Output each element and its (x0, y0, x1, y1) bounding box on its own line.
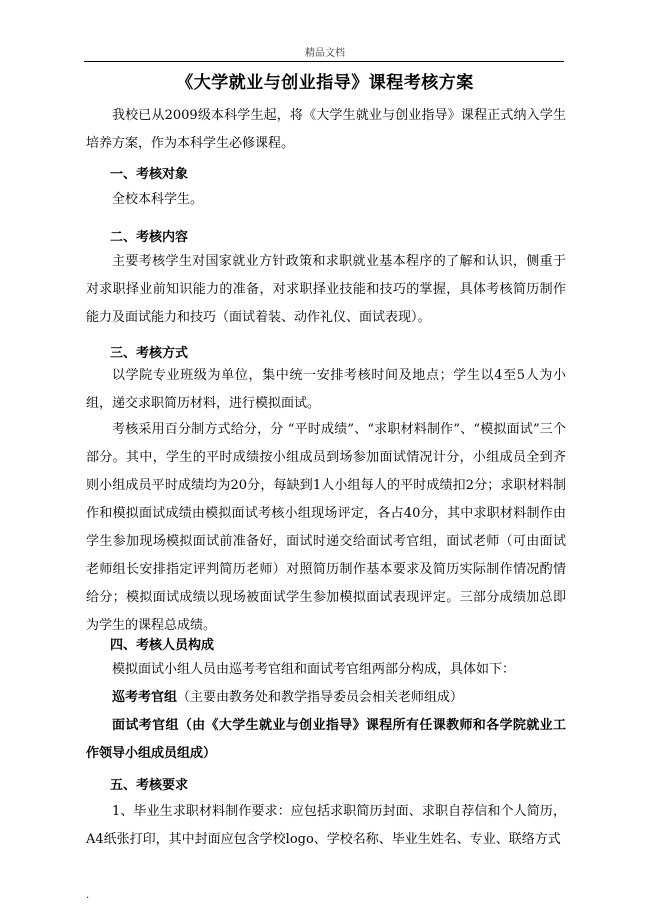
section-2-heading: 二、考核内容 (110, 230, 189, 245)
section-3-heading: 三、考核方式 (110, 346, 189, 361)
patrol-group-description: （主要由教务处和教学指导委员会相关老师组成） (177, 690, 464, 705)
section-4-paragraph-1: 模拟面试小组人员由巡考考官组和面试考官组两部分构成，具体如下： (112, 662, 516, 677)
footer-mark: . (86, 890, 90, 901)
section-3-paragraph-1: 以学院专业班级为单位，集中统一安排考核时间及地点；学生以4至5人为小组，递交求职简历材料，进行模拟面试。 (86, 368, 566, 411)
page-header: 精品文档 (305, 48, 345, 59)
intro-paragraph: 我校已从2009级本科学生起，将《大学生就业与创业指导》课程正式纳入学生培养方案，作为本科学生必修课程。 (86, 108, 566, 151)
patrol-group-label: 巡考考官组 (112, 690, 178, 705)
section-1-heading: 一、考核对象 (110, 167, 189, 182)
section-4-heading: 四、考核人员构成 (110, 638, 215, 653)
section-2-body: 主要考核学生对国家就业方针政策和求职就业基本程序的了解和认识，侧重于对求职择业前知识能力的准备，对求职择业技能和技巧的掌握，具体考核简历制作能力及面试能力和技巧（面试着装、动作礼仪、面试表现）。 (86, 254, 566, 325)
section-5-paragraph-1: 1、毕业生求职材料制作要求：应包括求职简历封面、求职自荐信和个人简历，A4纸张打印，其中封面应包含学校logo、学校名称、毕业生姓名、专业、联络方式 (86, 804, 566, 847)
header-divider (84, 61, 564, 62)
section-1-body: 全校本科学生。 (112, 192, 204, 207)
patrol-examiner-group (86, 684, 566, 712)
document-title: 《大学就业与创业指导》课程考核方案 (176, 73, 474, 93)
interview-examiner-group: 面试考官组（由《大学生就业与创业指导》课程所有任课教师和各学院就业工作领导小组成员组成） (86, 718, 566, 761)
section-3-paragraph-2: 考核采用百分制方式给分，分 “平时成绩”、“求职材料制作”、“模拟面试”三个部分。其中，学生的平时成绩按小组成员到场参加面试情况计分，小组成员全到齐则小组成员平时成绩均为20分，每缺到1人小组每人的平时成绩扣2分；求职材料制作和模拟面试成绩由模拟面试考核小组现场评定，各占40分，其中求职材料制作由学生参加现场模拟面试前准备好，面试时递交给面试考官组，面试老师（可由面试老师组长安排指定评判简历老师）对照简历制作基本要求及简历实际制作情况酌情给分；模拟面试成绩以现场被面试学生参加模拟面试表现评定。三部分成绩加总即为学生的课程总成绩。 (86, 422, 566, 633)
section-5-heading: 五、考核要求 (110, 778, 189, 793)
